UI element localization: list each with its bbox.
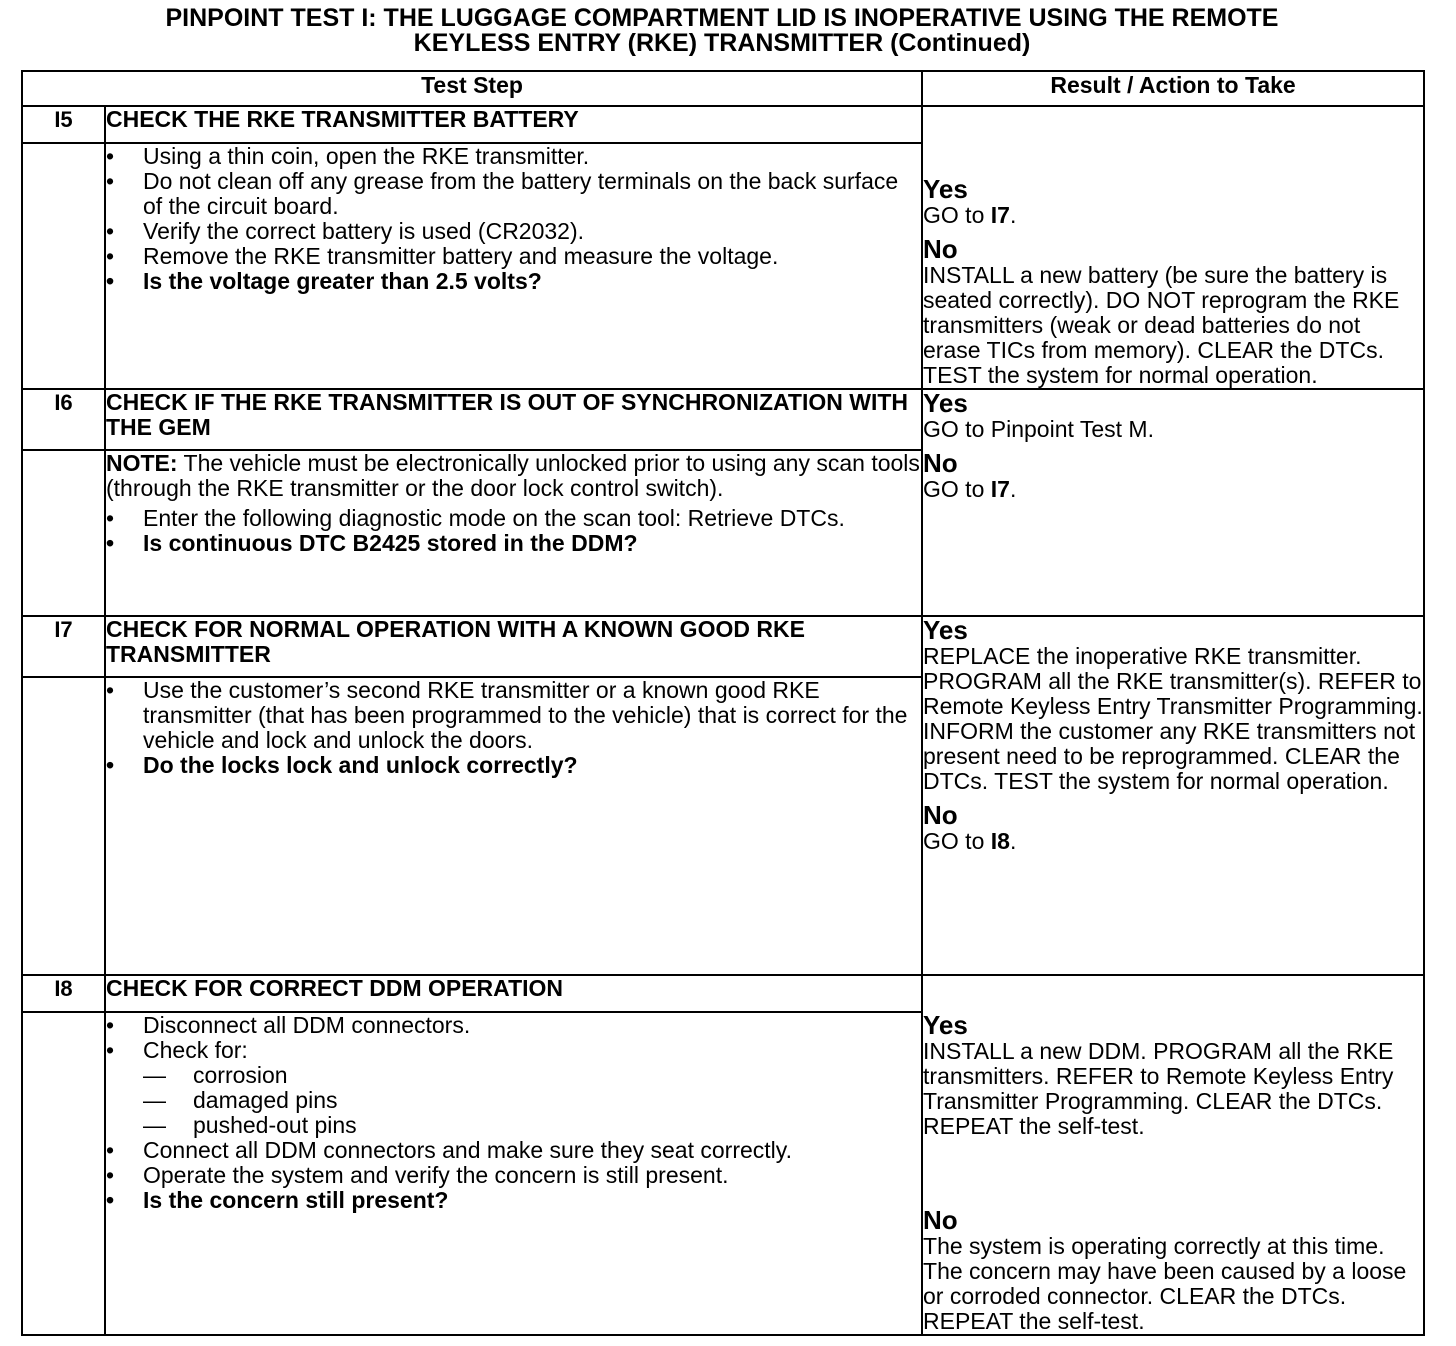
step-id: I6 xyxy=(22,389,105,450)
step-bullet: • Enter the following diagnostic mode on the scan tool: Retrieve DTCs. xyxy=(118,506,921,531)
step-bullet: • Operate the system and verify the concern is still present. xyxy=(118,1163,921,1188)
no-label: No xyxy=(923,448,958,478)
step-bullet: • Using a thin coin, open the RKE transmitter. xyxy=(118,144,921,169)
step-question: • Is the voltage greater than 2.5 volts? xyxy=(118,269,921,294)
step-i6-heading-row xyxy=(22,389,1424,450)
yes-action: GO to Pinpoint Test M. xyxy=(923,416,1154,442)
step-id-spacer xyxy=(22,1012,105,1335)
step-id: I8 xyxy=(22,975,105,1012)
step-bullet: • Disconnect all DDM connectors. xyxy=(118,1013,921,1038)
step-i5-result xyxy=(922,106,1424,389)
title-line-1: PINPOINT TEST I: THE LUGGAGE COMPARTMENT LID IS INOPERATIVE USING THE REMOTE xyxy=(165,4,1279,32)
step-note: NOTE: The vehicle must be electronically unlocked prior to using any scan tools (through the RKE transmitter or the door lock control switch). xyxy=(106,450,920,501)
yes-action: REPLACE the inoperative RKE transmitter. PROGRAM all the RKE transmitter(s). REFER to Remote Keyless Entry Transmitter Programming. INFORM the customer any RKE transmitters not present need to be reprogrammed. CLEAR the DTCs. TEST the system for normal operation. xyxy=(923,643,1423,794)
no-action: GO to I7. xyxy=(923,476,1017,502)
step-id-spacer xyxy=(22,677,105,975)
step-bullet: • Do not clean off any grease from the battery terminals on the back surface of the circuit board. xyxy=(118,169,921,219)
step-body xyxy=(105,677,922,975)
step-id-spacer xyxy=(22,450,105,616)
step-heading: CHECK THE RKE TRANSMITTER BATTERY xyxy=(105,106,922,143)
pinpoint-test-table xyxy=(21,70,1425,1336)
step-id-spacer xyxy=(22,143,105,389)
step-i6-result xyxy=(922,389,1424,616)
step-body xyxy=(105,1012,922,1335)
result-spacer xyxy=(923,1139,1423,1199)
yes-label: Yes xyxy=(923,615,968,645)
step-i8-result xyxy=(922,975,1424,1335)
step-bullet: • Verify the correct battery is used (CR2032). xyxy=(118,219,921,244)
step-bullet: • Connect all DDM connectors and make sure they seat correctly. xyxy=(118,1138,921,1163)
step-bullet: • Remove the RKE transmitter battery and measure the voltage. xyxy=(118,244,921,269)
column-header-test-step: Test Step xyxy=(22,71,922,106)
step-heading: CHECK FOR NORMAL OPERATION WITH A KNOWN GOOD RKE TRANSMITTER xyxy=(105,616,922,677)
no-action: The system is operating correctly at this time. The concern may have been caused by a loose or corroded connector. CLEAR the DTCs. REPEAT the self-test. xyxy=(923,1233,1407,1334)
step-dash-item: — corrosion xyxy=(143,1062,288,1088)
no-label: No xyxy=(923,1205,958,1235)
step-i7-result xyxy=(922,616,1424,975)
step-i8-heading-row xyxy=(22,975,1424,1012)
step-id: I7 xyxy=(22,616,105,677)
yes-label: Yes xyxy=(923,1010,968,1040)
step-question: • Is the concern still present? xyxy=(118,1188,921,1213)
title-line-2: KEYLESS ENTRY (RKE) TRANSMITTER (Continued) xyxy=(413,29,1031,57)
step-bullet: • Use the customer’s second RKE transmitter or a known good RKE transmitter (that has been programmed to the vehicle) that is correct for the vehicle and lock and unlock the doors. xyxy=(118,678,921,753)
step-heading: CHECK IF THE RKE TRANSMITTER IS OUT OF SYNCHRONIZATION WITH THE GEM xyxy=(105,389,922,450)
yes-action: GO to I7. xyxy=(923,202,1017,228)
column-header-result: Result / Action to Take xyxy=(922,71,1424,106)
step-heading: CHECK FOR CORRECT DDM OPERATION xyxy=(105,975,922,1012)
step-question: • Is continuous DTC B2425 stored in the DDM? xyxy=(118,531,921,556)
step-bullet: • Check for: xyxy=(118,1038,921,1063)
no-action: INSTALL a new battery (be sure the battery is seated correctly). DO NOT reprogram the RKE transmitters (weak or dead batteries do not erase TICs from memory). CLEAR the DTCs. TEST the system for normal operation. xyxy=(923,262,1400,388)
step-dash-item: — pushed-out pins xyxy=(143,1112,357,1138)
page-title xyxy=(20,6,1424,56)
yes-label: Yes xyxy=(923,174,968,204)
no-label: No xyxy=(923,800,958,830)
step-body xyxy=(105,450,922,616)
yes-label: Yes xyxy=(923,388,968,418)
step-i7-heading-row xyxy=(22,616,1424,677)
table-header-row xyxy=(22,71,1424,106)
step-id: I5 xyxy=(22,106,105,143)
step-body xyxy=(105,143,922,389)
yes-action: INSTALL a new DDM. PROGRAM all the RKE transmitters. REFER to Remote Keyless Entry Transmitter Programming. CLEAR the DTCs. REPEAT the self-test. xyxy=(923,1038,1394,1139)
step-i5-heading-row xyxy=(22,106,1424,143)
no-action: GO to I8. xyxy=(923,828,1017,854)
no-label: No xyxy=(923,234,958,264)
step-dash-item: — damaged pins xyxy=(143,1087,338,1113)
step-question: • Do the locks lock and unlock correctly? xyxy=(118,753,921,778)
